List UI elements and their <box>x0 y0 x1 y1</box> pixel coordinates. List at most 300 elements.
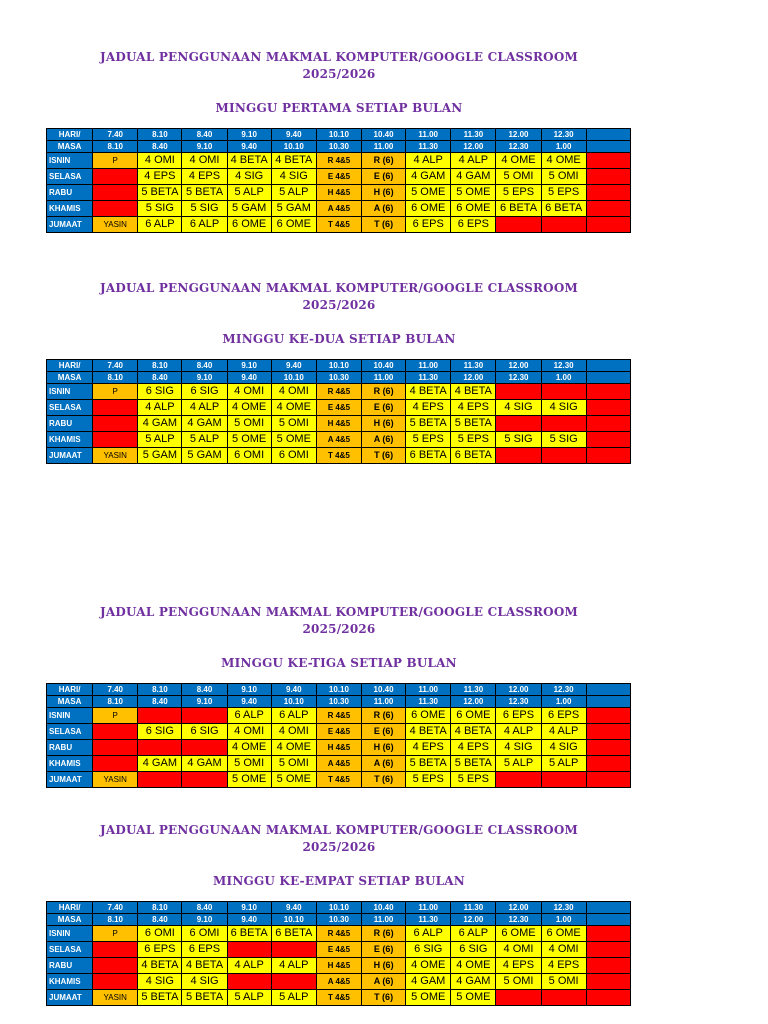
schedule-cell: 5 BETA <box>406 416 451 432</box>
time-cell: 10.30 <box>316 141 361 153</box>
schedule-cell <box>93 201 138 217</box>
schedule-cell: 5 GAM <box>138 448 182 464</box>
schedule-cell: 5 GAM <box>227 201 271 217</box>
schedule-cell: 6 OME <box>271 217 316 233</box>
schedule-cell <box>93 958 138 974</box>
time-cell: 9.10 <box>182 914 227 926</box>
table-row <box>47 448 631 464</box>
schedule-cell: 6 OME <box>451 708 496 724</box>
header-label: MASA <box>47 914 93 926</box>
time-cell: 8.10 <box>138 684 182 696</box>
schedule-cell <box>93 185 138 201</box>
schedule-cell <box>496 384 541 400</box>
schedule-cell: 4 OME <box>406 958 451 974</box>
header-row <box>47 902 631 914</box>
schedule-cell: 4 OME <box>271 740 316 756</box>
table-row <box>47 926 631 942</box>
time-cell: 9.40 <box>271 360 316 372</box>
schedule-cell: 6 OME <box>406 201 451 217</box>
time-cell <box>586 129 630 141</box>
header-row <box>47 372 631 384</box>
schedule-cell: 5 BETA <box>406 756 451 772</box>
schedule-cell: A 4&5 <box>316 756 361 772</box>
time-cell: 12.00 <box>496 360 541 372</box>
table-row <box>47 153 631 169</box>
schedule-cell <box>496 416 541 432</box>
day-label: SELASA <box>47 400 93 416</box>
schedule-cell <box>586 400 630 416</box>
schedule-cell: 4 OMI <box>271 384 316 400</box>
schedule-cell: A (6) <box>362 201 406 217</box>
schedule-cell: 4 SIG <box>496 400 541 416</box>
school-year: 2025/2026 <box>302 67 376 81</box>
time-cell: 10.10 <box>316 902 361 914</box>
schedule-cell: P <box>93 384 138 400</box>
schedule-cell <box>227 974 271 990</box>
schedule-cell <box>138 708 182 724</box>
schedule-cell: 4 GAM <box>406 169 451 185</box>
week-heading: MINGGU PERTAMA SETIAP BULAN <box>215 101 463 115</box>
schedule-cell: H 4&5 <box>316 185 361 201</box>
schedule-cell: 5 EPS <box>496 185 541 201</box>
schedule-cell: 6 OME <box>451 201 496 217</box>
header-row <box>47 360 631 372</box>
schedule-cell: 4 SIG <box>271 169 316 185</box>
table-row <box>47 169 631 185</box>
schedule-cell: 4 OME <box>496 153 541 169</box>
time-cell: 12.00 <box>451 696 496 708</box>
time-cell: 10.10 <box>316 684 361 696</box>
time-cell: 8.10 <box>93 914 138 926</box>
schedule-cell <box>586 740 630 756</box>
time-cell: 11.30 <box>406 372 451 384</box>
time-cell: 12.00 <box>451 914 496 926</box>
table-row <box>47 942 631 958</box>
schedule-cell: 5 SIG <box>182 201 227 217</box>
time-cell: 9.10 <box>182 696 227 708</box>
table-row <box>47 384 631 400</box>
time-cell: 12.30 <box>496 914 541 926</box>
time-cell: 8.10 <box>138 129 182 141</box>
time-cell: 8.40 <box>138 696 182 708</box>
schedule-cell: R (6) <box>362 384 406 400</box>
schedule-cell: 5 OME <box>227 432 271 448</box>
schedule-cell: 5 SIG <box>496 432 541 448</box>
schedule-cell: 4 BETA <box>227 153 271 169</box>
schedule-cell: T 4&5 <box>316 448 361 464</box>
schedule-cell: 6 BETA <box>271 926 316 942</box>
time-cell: 10.10 <box>271 372 316 384</box>
time-cell <box>586 372 630 384</box>
school-year: 2025/2026 <box>302 298 376 312</box>
schedule-cell <box>496 448 541 464</box>
schedule-cell: 4 GAM <box>451 169 496 185</box>
schedule-cell: 5 ALP <box>496 756 541 772</box>
schedule-table <box>46 128 631 233</box>
header-row <box>47 696 631 708</box>
schedule-cell: 4 GAM <box>138 416 182 432</box>
schedule-cell: E (6) <box>362 724 406 740</box>
schedule-cell: 4 ALP <box>182 400 227 416</box>
schedule-cell <box>586 926 630 942</box>
table-row <box>47 756 631 772</box>
schedule-cell <box>182 708 227 724</box>
time-cell: 1.00 <box>541 372 586 384</box>
schedule-cell: R (6) <box>362 926 406 942</box>
schedule-cell: 5 EPS <box>406 432 451 448</box>
time-cell: 12.00 <box>451 141 496 153</box>
school-year: 2025/2026 <box>302 840 376 854</box>
schedule-cell: 4 BETA <box>406 724 451 740</box>
schedule-cell: 4 OME <box>227 740 271 756</box>
schedule-cell: 4 OMI <box>182 153 227 169</box>
time-cell: 11.30 <box>406 696 451 708</box>
time-cell: 8.40 <box>138 141 182 153</box>
time-cell: 8.40 <box>182 684 227 696</box>
schedule-cell: 4 ALP <box>271 958 316 974</box>
time-cell: 8.10 <box>93 141 138 153</box>
schedule-cell <box>182 772 227 788</box>
document-title: JADUAL PENGGUNAAN MAKMAL KOMPUTER/GOOGLE CLASSROOM <box>100 50 578 64</box>
schedule-cell: 4 ALP <box>541 724 586 740</box>
schedule-cell: 4 GAM <box>451 974 496 990</box>
schedule-cell: 4 OME <box>227 400 271 416</box>
time-cell: 9.10 <box>227 129 271 141</box>
time-cell: 11.00 <box>362 372 406 384</box>
schedule-cell: 5 OME <box>406 185 451 201</box>
schedule-cell: 5 OMI <box>496 974 541 990</box>
time-cell: 12.00 <box>496 129 541 141</box>
day-label: JUMAAT <box>47 990 93 1006</box>
schedule-cell: 4 ALP <box>138 400 182 416</box>
schedule-cell: R 4&5 <box>316 926 361 942</box>
time-cell: 7.40 <box>93 129 138 141</box>
time-cell: 9.40 <box>227 141 271 153</box>
schedule-cell: 4 SIG <box>541 400 586 416</box>
schedule-cell: 5 ALP <box>271 990 316 1006</box>
schedule-cell <box>138 740 182 756</box>
schedule-cell: 5 OMI <box>496 169 541 185</box>
schedule-cell <box>586 217 630 233</box>
time-cell: 12.00 <box>496 902 541 914</box>
schedule-cell <box>227 942 271 958</box>
day-label: ISNIN <box>47 384 93 400</box>
schedule-cell: YASIN <box>93 990 138 1006</box>
schedule-cell <box>93 724 138 740</box>
day-label: ISNIN <box>47 708 93 724</box>
schedule-cell: 5 ALP <box>227 185 271 201</box>
schedule-cell: 4 SIG <box>182 974 227 990</box>
schedule-cell: 5 ALP <box>182 432 227 448</box>
schedule-cell: 4 SIG <box>227 169 271 185</box>
table-row <box>47 708 631 724</box>
schedule-cell: 4 ALP <box>406 153 451 169</box>
schedule-cell: 5 OMI <box>541 169 586 185</box>
time-cell: 12.30 <box>496 141 541 153</box>
schedule-table <box>46 901 631 1006</box>
schedule-cell: 5 EPS <box>451 772 496 788</box>
header-label: MASA <box>47 141 93 153</box>
schedule-cell: A 4&5 <box>316 432 361 448</box>
schedule-cell: 4 BETA <box>271 153 316 169</box>
day-label: SELASA <box>47 169 93 185</box>
schedule-cell: 4 OME <box>271 400 316 416</box>
schedule-cell <box>586 974 630 990</box>
schedule-cell: A (6) <box>362 432 406 448</box>
time-cell: 10.40 <box>362 360 406 372</box>
schedule-cell: 6 SIG <box>182 724 227 740</box>
schedule-cell: E (6) <box>362 169 406 185</box>
time-cell: 11.00 <box>362 914 406 926</box>
time-cell: 8.40 <box>182 902 227 914</box>
schedule-cell: R 4&5 <box>316 153 361 169</box>
schedule-cell: YASIN <box>93 217 138 233</box>
schedule-cell: 4 GAM <box>182 416 227 432</box>
day-label: RABU <box>47 958 93 974</box>
time-cell: 8.10 <box>93 372 138 384</box>
time-cell: 11.00 <box>362 696 406 708</box>
schedule-cell <box>496 772 541 788</box>
time-cell: 9.10 <box>227 902 271 914</box>
schedule-cell: 4 BETA <box>451 724 496 740</box>
schedule-cell: 6 ALP <box>227 708 271 724</box>
schedule-cell: 6 EPS <box>138 942 182 958</box>
table-row <box>47 772 631 788</box>
schedule-cell: 5 OMI <box>227 756 271 772</box>
schedule-cell: 6 OME <box>541 926 586 942</box>
day-label: ISNIN <box>47 926 93 942</box>
schedule-cell <box>586 708 630 724</box>
schedule-cell: 4 EPS <box>406 400 451 416</box>
schedule-cell <box>93 974 138 990</box>
schedule-cell <box>93 169 138 185</box>
schedule-cell: 5 OMI <box>271 756 316 772</box>
schedule-cell: 4 EPS <box>182 169 227 185</box>
schedule-cell: H (6) <box>362 740 406 756</box>
schedule-cell <box>496 217 541 233</box>
schedule-cell <box>93 740 138 756</box>
schedule-cell: 6 BETA <box>406 448 451 464</box>
day-label: KHAMIS <box>47 974 93 990</box>
schedule-cell: 4 EPS <box>451 740 496 756</box>
schedule-cell: 5 ALP <box>271 185 316 201</box>
time-cell: 12.30 <box>541 360 586 372</box>
day-label: KHAMIS <box>47 201 93 217</box>
time-cell: 9.40 <box>271 902 316 914</box>
day-label: SELASA <box>47 942 93 958</box>
schedule-cell <box>541 448 586 464</box>
schedule-cell: P <box>93 153 138 169</box>
day-label: KHAMIS <box>47 756 93 772</box>
schedule-cell: 5 OME <box>271 432 316 448</box>
time-cell: 10.40 <box>362 684 406 696</box>
schedule-cell <box>586 201 630 217</box>
schedule-cell <box>541 990 586 1006</box>
schedule-cell: 6 SIG <box>406 942 451 958</box>
schedule-cell <box>586 185 630 201</box>
schedule-cell: 6 SIG <box>182 384 227 400</box>
header-label: MASA <box>47 372 93 384</box>
table-row <box>47 974 631 990</box>
schedule-cell: 4 ALP <box>451 153 496 169</box>
header-row <box>47 141 631 153</box>
schedule-cell: P <box>93 926 138 942</box>
schedule-cell: R 4&5 <box>316 384 361 400</box>
time-cell: 7.40 <box>93 902 138 914</box>
schedule-cell: 6 BETA <box>496 201 541 217</box>
time-cell: 12.30 <box>541 684 586 696</box>
schedule-cell: R (6) <box>362 708 406 724</box>
schedule-cell: 6 OMI <box>182 926 227 942</box>
schedule-cell: 6 EPS <box>541 708 586 724</box>
schedule-cell: T 4&5 <box>316 217 361 233</box>
time-cell: 11.00 <box>362 141 406 153</box>
schedule-cell: 6 SIG <box>138 384 182 400</box>
schedule-cell: A 4&5 <box>316 201 361 217</box>
schedule-cell: 6 EPS <box>182 942 227 958</box>
schedule-cell: 5 OME <box>451 185 496 201</box>
schedule-cell <box>271 942 316 958</box>
time-cell <box>586 902 630 914</box>
time-cell <box>586 696 630 708</box>
schedule-cell: A (6) <box>362 756 406 772</box>
schedule-cell <box>586 942 630 958</box>
schedule-cell: 6 OME <box>406 708 451 724</box>
table-row <box>47 958 631 974</box>
schedule-cell <box>93 432 138 448</box>
time-cell: 11.30 <box>406 914 451 926</box>
time-cell: 10.10 <box>271 141 316 153</box>
schedule-cell: 4 OME <box>451 958 496 974</box>
schedule-cell <box>586 448 630 464</box>
schedule-cell: 5 OME <box>227 772 271 788</box>
time-cell: 9.40 <box>271 129 316 141</box>
schedule-cell: 4 BETA <box>406 384 451 400</box>
schedule-cell: 5 BETA <box>451 756 496 772</box>
schedule-cell <box>541 416 586 432</box>
schedule-cell: T 4&5 <box>316 772 361 788</box>
schedule-cell <box>93 942 138 958</box>
schedule-cell: H 4&5 <box>316 416 361 432</box>
schedule-cell <box>541 772 586 788</box>
schedule-cell: 6 OME <box>227 217 271 233</box>
schedule-cell: 6 EPS <box>406 217 451 233</box>
schedule-cell: R (6) <box>362 153 406 169</box>
schedule-cell: 4 SIG <box>138 974 182 990</box>
schedule-cell <box>586 958 630 974</box>
schedule-cell: YASIN <box>93 772 138 788</box>
time-cell: 12.00 <box>496 684 541 696</box>
time-cell: 10.40 <box>362 902 406 914</box>
schedule-cell: 6 SIG <box>138 724 182 740</box>
schedule-cell: YASIN <box>93 448 138 464</box>
schedule-cell: 6 ALP <box>182 217 227 233</box>
time-cell: 10.30 <box>316 696 361 708</box>
table-row <box>47 432 631 448</box>
document-title: JADUAL PENGGUNAAN MAKMAL KOMPUTER/GOOGLE CLASSROOM <box>100 823 578 837</box>
schedule-cell: E 4&5 <box>316 942 361 958</box>
day-label: RABU <box>47 740 93 756</box>
time-cell: 1.00 <box>541 914 586 926</box>
schedule-cell: 4 BETA <box>138 958 182 974</box>
schedule-cell: 5 EPS <box>451 432 496 448</box>
schedule-cell: 5 OME <box>271 772 316 788</box>
time-cell: 10.10 <box>271 914 316 926</box>
document-title: JADUAL PENGGUNAAN MAKMAL KOMPUTER/GOOGLE CLASSROOM <box>100 281 578 295</box>
time-cell: 9.40 <box>227 372 271 384</box>
schedule-cell: 5 SIG <box>138 201 182 217</box>
header-label: HARI/ <box>47 684 93 696</box>
header-row <box>47 914 631 926</box>
schedule-cell: 5 OMI <box>227 416 271 432</box>
schedule-cell: E 4&5 <box>316 169 361 185</box>
schedule-cell: 6 EPS <box>451 217 496 233</box>
schedule-cell <box>586 416 630 432</box>
day-label: JUMAAT <box>47 448 93 464</box>
table-row <box>47 185 631 201</box>
schedule-cell: 4 OME <box>541 153 586 169</box>
schedule-cell <box>586 724 630 740</box>
schedule-cell: H (6) <box>362 185 406 201</box>
header-row <box>47 129 631 141</box>
schedule-cell <box>586 432 630 448</box>
schedule-cell <box>93 416 138 432</box>
time-cell: 1.00 <box>541 141 586 153</box>
schedule-cell: 6 ALP <box>406 926 451 942</box>
time-cell: 10.10 <box>316 129 361 141</box>
time-cell: 9.40 <box>227 914 271 926</box>
time-cell: 10.30 <box>316 372 361 384</box>
time-cell <box>586 141 630 153</box>
table-row <box>47 201 631 217</box>
schedule-cell: P <box>93 708 138 724</box>
schedule-cell: 5 BETA <box>451 416 496 432</box>
time-cell: 9.10 <box>182 372 227 384</box>
schedule-cell: 6 BETA <box>227 926 271 942</box>
schedule-cell <box>586 756 630 772</box>
schedule-cell <box>541 384 586 400</box>
table-row <box>47 217 631 233</box>
schedule-cell: H (6) <box>362 958 406 974</box>
schedule-cell: T (6) <box>362 448 406 464</box>
day-label: RABU <box>47 416 93 432</box>
time-cell: 10.30 <box>316 914 361 926</box>
table-row <box>47 400 631 416</box>
schedule-cell <box>541 217 586 233</box>
schedule-cell: 6 BETA <box>541 201 586 217</box>
day-label: RABU <box>47 185 93 201</box>
schedule-cell: H 4&5 <box>316 958 361 974</box>
schedule-cell <box>496 990 541 1006</box>
time-cell: 8.40 <box>182 129 227 141</box>
schedule-cell: E (6) <box>362 942 406 958</box>
time-cell: 9.40 <box>271 684 316 696</box>
schedule-cell: 5 SIG <box>541 432 586 448</box>
time-cell: 12.00 <box>451 372 496 384</box>
schedule-cell: 4 BETA <box>451 384 496 400</box>
time-cell: 12.30 <box>496 696 541 708</box>
time-cell: 11.30 <box>451 902 496 914</box>
schedule-cell: 6 OMI <box>271 448 316 464</box>
time-cell <box>586 360 630 372</box>
schedule-cell: A (6) <box>362 974 406 990</box>
week-heading: MINGGU KE-TIGA SETIAP BULAN <box>221 656 457 670</box>
schedule-cell: 5 BETA <box>182 185 227 201</box>
schedule-cell: 5 OME <box>451 990 496 1006</box>
time-cell: 10.10 <box>271 696 316 708</box>
header-row <box>47 684 631 696</box>
schedule-cell: 4 OMI <box>496 942 541 958</box>
